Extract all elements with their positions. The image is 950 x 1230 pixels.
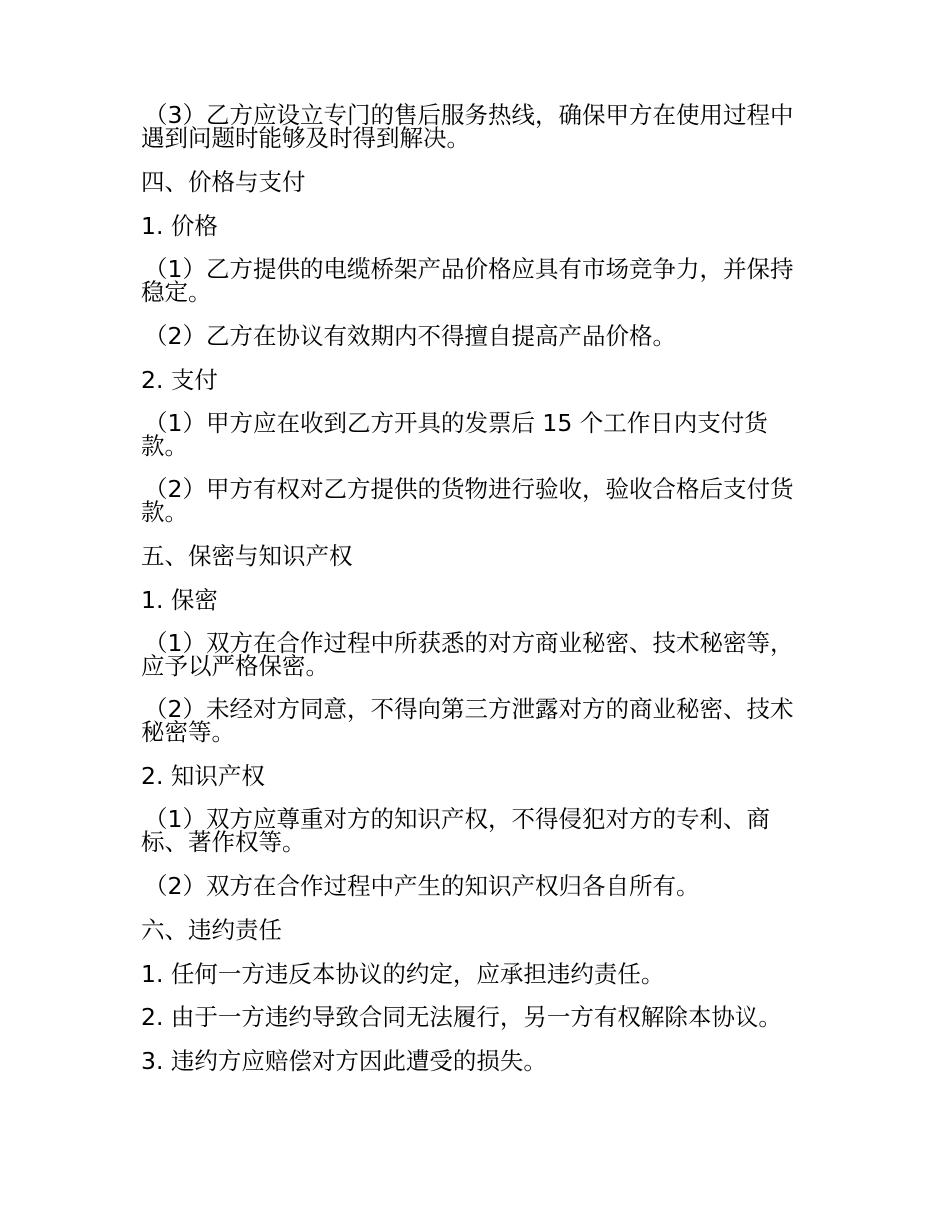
paragraph-price-competitive: （1）乙方提供的电缆桥架产品价格应具有市场竞争力，并保持稳定。 bbox=[141, 255, 794, 306]
section-heading-price-payment: 四、价格与支付 bbox=[141, 168, 306, 196]
paragraph-liability-compensation: 3. 违约方应赔偿对方因此遭受的损失。 bbox=[141, 1047, 547, 1075]
subheading-price: 1. 价格 bbox=[141, 212, 218, 240]
paragraph-confidentiality-disclosure: （2）未经对方同意，不得向第三方泄露对方的商业秘密、技术秘密等。 bbox=[141, 695, 794, 746]
paragraph-ip-ownership: （2）双方在合作过程中产生的知识产权归各自所有。 bbox=[144, 872, 700, 900]
paragraph-liability-breach: 1. 任何一方违反本协议的约定，应承担违约责任。 bbox=[141, 960, 665, 988]
paragraph-liability-termination: 2. 由于一方违约导致合同无法履行，另一方有权解除本协议。 bbox=[141, 1003, 782, 1031]
paragraph-price-no-increase: （2）乙方在协议有效期内不得擅自提高产品价格。 bbox=[144, 322, 676, 350]
document-body bbox=[141, 101, 806, 1093]
section-heading-liability: 六、违约责任 bbox=[141, 916, 282, 944]
paragraph-after-sales-hotline: （3）乙方应设立专门的售后服务热线，确保甲方在使用过程中遇到问题时能够及时得到解决。 bbox=[141, 101, 794, 152]
subheading-confidentiality: 1. 保密 bbox=[141, 586, 218, 614]
subheading-intellectual-property: 2. 知识产权 bbox=[141, 762, 265, 790]
paragraph-payment-terms: （1）甲方应在收到乙方开具的发票后 15 个工作日内支付货款。 bbox=[141, 409, 768, 460]
subheading-payment: 2. 支付 bbox=[141, 366, 218, 394]
paragraph-payment-acceptance: （2）甲方有权对乙方提供的货物进行验收，验收合格后支付货款。 bbox=[141, 475, 794, 526]
section-heading-confidentiality-ip: 五、保密与知识产权 bbox=[141, 542, 353, 570]
paragraph-confidentiality-secrets: （1）双方在合作过程中所获悉的对方商业秘密、技术秘密等，应予以严格保密。 bbox=[141, 629, 794, 680]
paragraph-ip-respect: （1）双方应尊重对方的知识产权，不得侵犯对方的专利、商标、著作权等。 bbox=[141, 805, 770, 856]
